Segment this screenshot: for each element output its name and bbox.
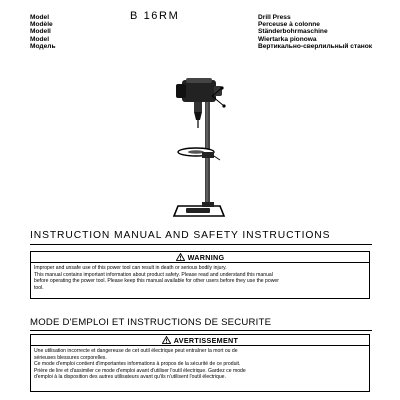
- warning-line: d'emploi à la disposition des autres utilisateurs avant qu'ils n'utilisent l'outil électrique.: [34, 374, 226, 381]
- warning-text: [31, 346, 369, 382]
- product-name: Вертикально-сверлильный станок: [258, 42, 373, 50]
- title-divider: [30, 244, 372, 245]
- manual-title-fr: MODE D'EMPLOI ET INSTRUCTIONS DE SECURITE: [30, 317, 272, 328]
- warning-line: Une utilisation incorrecte et dangereuse de cet outil électrique peut entraîner la mort ou de: [34, 348, 238, 354]
- warning-line: sérieuses blessures corporelles.: [34, 354, 107, 361]
- product-name: Drill Press: [258, 14, 291, 21]
- product-name-list: [258, 14, 388, 50]
- model-label: Модель: [30, 42, 56, 50]
- warning-box-en: [30, 251, 370, 299]
- model-label: Modell: [30, 28, 51, 36]
- warning-heading: WARNING: [187, 252, 225, 262]
- drill-press-illustration: [158, 74, 238, 224]
- product-name: Wiertarka pionowa: [258, 35, 317, 43]
- manual-title-en: INSTRUCTION MANUAL AND SAFETY INSTRUCTIONS: [30, 230, 331, 241]
- product-name: Ständerbohrmaschine: [258, 28, 328, 36]
- warning-text: [31, 263, 369, 292]
- warning-heading: AVERTISSEMENT: [173, 335, 239, 345]
- title-divider: [30, 330, 372, 331]
- model-label: Model: [30, 14, 50, 21]
- model-number: B 16RM: [130, 10, 180, 22]
- warning-triangle-icon: [162, 336, 171, 344]
- warning-line: This manual contains important information about product safety. Please read and understand this manual: [34, 271, 273, 278]
- warning-header: [31, 335, 369, 346]
- warning-line: tool.: [34, 284, 44, 291]
- warning-box-fr: [30, 334, 370, 392]
- model-label-list: [30, 14, 100, 50]
- model-label: Modèle: [30, 21, 53, 29]
- product-name: Perceuse à colonne: [258, 21, 320, 29]
- warning-line: before operating the power tool. Please keep this manual available for other users before they use the power: [34, 278, 279, 285]
- warning-line: Improper and unsafe use of this power tool can result in death or serious bodily injury.: [34, 265, 227, 271]
- model-label: Model: [30, 35, 50, 43]
- warning-header: [31, 252, 369, 263]
- warning-triangle-icon: [176, 253, 185, 261]
- warning-line: Prière de lire et d'assimiler ce mode d'emploi avant d'utiliser l'outil électrique. Gardez ce mode: [34, 367, 246, 374]
- warning-line: Ce mode d'emploi contient d'importantes informations à propos de la sécurité de ce produit.: [34, 361, 241, 368]
